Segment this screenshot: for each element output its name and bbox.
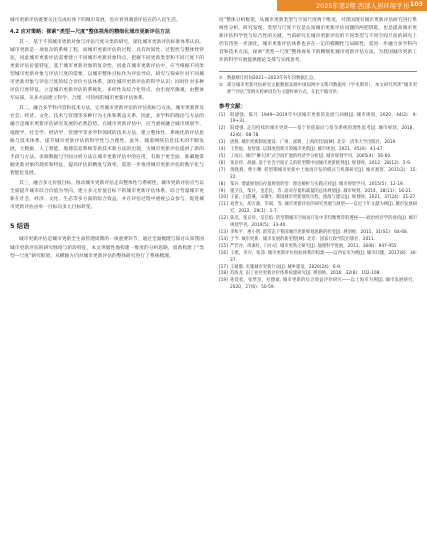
footnote-text: 数据统计时间2021—2023年各年份数据汇总。 bbox=[227, 75, 318, 81]
reference-number: [11] bbox=[219, 202, 228, 208]
paragraph: 其二，融合多学科内容和技术方法，完善城市更新评估的评估指标与方法。城市更新涉及社会、经济、文化、技术与管理等多种行为主体和利益关系，因此，多学科的理论与方法的融合是城市更新评估研究发展的必然趋势。在城市更新评估中，应当重视融合城市规划学、地理学、社会学、经济学、管理学等多学科领域的技术方法，建立整体性、系统化的评估思路与技术体系，提升城市更新评估的科学性与合理性。此外，随着网络信息技术的不断发展，大数据、人工智能、地理信息系统等新技术新方法的出现，为城市更新评估提供了新的手段与方法。多源数据与空间分析方法在城市更新评估中的应用，有助于更全面、准确地掌握更新对象的现状和特征，提高评估的精度与效率，需进一步推进城市更新评估的数字化与智能化发展。 bbox=[10, 106, 204, 176]
reference-text: 刘贵文，胡万骏，毕斌，等. 城市更新评估的研究进展与展望——以近十年文献为例[J]. 城市发展研究，2022，29(1)：1-7. bbox=[230, 202, 417, 215]
reference-text: 黄晓燕，曹小曙. 转型期城市更新中土地再开发的模式与机制研究[J]. 城市观察，2011(2)：15-22. bbox=[230, 167, 417, 180]
reference-item bbox=[219, 154, 417, 161]
reference-item bbox=[219, 126, 417, 140]
reference-number: [1] bbox=[219, 112, 226, 118]
reference-text: 严若谷，周素红，闫小培. 城市更新之研究[J]. 地理科学进展，2011，30(8)：947-955. bbox=[230, 243, 398, 249]
reference-number: [2] bbox=[219, 126, 226, 132]
reference-text: 陈浩，张京祥，吴启焰. 转型期城市空间再开发中非均衡博弈的透视——政治经济学的视角[J]. 城市规划学刊，2010(5)：33-40. bbox=[230, 216, 417, 229]
reference-list bbox=[219, 113, 417, 293]
reference-number: [14] bbox=[219, 236, 228, 242]
reference-number: [16] bbox=[219, 250, 228, 256]
reference-text: 丁成日. 城市“摊大饼”式空间扩展的经济学分析[J]. 城市规划学刊，2005(4)：56-60. bbox=[230, 154, 392, 159]
reference-item bbox=[219, 237, 417, 244]
page-number: 103 bbox=[409, 1, 423, 8]
reference-number: [15] bbox=[219, 243, 228, 249]
reference-number: [4] bbox=[219, 147, 226, 153]
reference-text: 阳建强. 走向持续的城市更新——基于价值取向与复杂系统的理性思考[J]. 城市规划，2018，42(6)：68-78. bbox=[230, 126, 417, 139]
reference-number: [5] bbox=[219, 154, 226, 159]
paragraph: 城市更新评估是城市更新全生命管理周期的一项重要环节，通过全面梳理与探讨认知我国城市更新评估的研究脉络与阶段特征，本文突破性地构建一维度的分析思路，创新构建了“类型—尺度”研究框架，从横轴方向对城市更新评估的整体研究进行了系统梳理。 bbox=[10, 237, 204, 259]
footnote-mark: ① bbox=[219, 75, 223, 81]
reference-text: 唐燕. 城市更新制度建设：广州、深圳、上海的比较[M]. 北京：清华大学出版社，2019. bbox=[230, 140, 397, 146]
reference-number: [6] bbox=[219, 160, 226, 166]
reference-item bbox=[219, 251, 417, 265]
section-heading-5: 5 结语 bbox=[10, 222, 30, 231]
reference-text: 阳建强，陈月. 1949—2019年中国城市更新的发展与回顾[J]. 城市规划，2020，44(2)：9-19+31. bbox=[230, 112, 417, 125]
reference-item bbox=[219, 161, 417, 168]
reference-number: [7] bbox=[219, 167, 226, 173]
reference-item bbox=[219, 168, 417, 182]
left-column bbox=[10, 17, 204, 263]
reference-number: [8] bbox=[219, 181, 226, 187]
footnote bbox=[219, 75, 417, 82]
journal-title: 2025年第2期 西部人居环境学刊 bbox=[316, 3, 409, 10]
reference-text: 张京祥，胡毅. 基于社会空间正义的转型期中国城市更新批判[J]. 规划师，2012，28(12)：5-9. bbox=[230, 160, 412, 166]
reference-number: [17] bbox=[219, 264, 228, 270]
reference-item bbox=[219, 147, 417, 154]
reference-item bbox=[219, 202, 417, 216]
reference-number: [13] bbox=[219, 229, 228, 235]
reference-number: [3] bbox=[219, 140, 226, 146]
reference-number: [12] bbox=[219, 216, 228, 222]
running-header bbox=[0, 0, 427, 14]
footnotes bbox=[219, 71, 417, 96]
reference-number: [10] bbox=[219, 195, 228, 201]
reference-text: 王世福，易智康. 以制度创新引领城市更新[J]. 城市规划，2021，45(4)：41-47. bbox=[230, 147, 384, 153]
reference-text: 孙延松，张梦洁，杜德斌. 城市更新的综合效益评价研究——以上海市为例[J]. 城市发展研究，2020，27(6)：50-59. bbox=[230, 278, 417, 291]
reference-item bbox=[219, 182, 417, 189]
footnote-text: 部分城市更新评估研究文献数据来源中国知网中文期刊数据库（学术期刊），本文研究所涉“城市更新”“评估”等相关检索词均为主题检索方式，在此不做穷举。 bbox=[227, 82, 417, 95]
reference-item bbox=[219, 113, 417, 127]
reference-item bbox=[219, 278, 417, 292]
reference-item bbox=[219, 244, 417, 251]
paragraph: 度”整体分析框架，从城市更新类型与空间尺度两个维度，对我国现有城市更新评估研究进行系统性分析，研究发现，类型与尺度不仅是认知城市更新评估问题的两把钥匙，也是提高城市更新评估科学性与综合性的关键。当前研究在城市更新评估的不同类型与不同空间尺度的研究上仍有待进一步深化，城市更新评估体系也存在一定的模糊性与局限性，需进一步融合多学科内容和技术方法，探索“类型—尺度”整体视角下的精细化城市更新评估方法，为我国城市更新工作的科学开展提供理论支撑与实践参考。 bbox=[219, 18, 417, 64]
reference-text: 王珺，李卉，张沛. 城市更新评价指标体系的构建——以西安市为例[J]. 城市问题，2017(8)：30-37. bbox=[230, 250, 417, 263]
paragraph: 其一，基于不同城市更新对象与评估尺度分类的研究，深化城市更新评估标准体系认识。城市更新是一项复杂的系统工程，而城市更新评估的过程，具有时间性、过程性与整体性特征，因此城市更新评估需要建立不同城市更新对象特点，把握不同更新类型和不同尺度下的更新评估价值特征。基于城市更新对象的复杂性，因此在城市更新评估中，应当根据不同类型城市更新对象与评估尺度的需要，以城市整体目标作为评估导向，研究与探索针对不同城市更新对象与评估尺度的综合评价方法体系，深化城市更新评估的科学认识；同时针对多种评估尺度特征，立足城市更新评估的系统化、多样性及综合化特点，由宏观至微观、由整体至局部，从多方面建立科学、合理、可持续的城市更新评估体系。 bbox=[10, 39, 204, 102]
right-column bbox=[219, 17, 417, 292]
section-heading-4-2: 4.2 应对策略：探索“类型—尺度”整体视角的精细化城市更新评估方法 bbox=[10, 29, 171, 36]
reference-number: [9] bbox=[219, 188, 226, 194]
references-heading: 参考文献： bbox=[219, 103, 246, 110]
paragraph: 城市更新评估既要关注完成好体下的城市发展，也应看到满意评估在的人民生活。 bbox=[10, 18, 181, 23]
footnote bbox=[219, 82, 417, 96]
reference-number: [18] bbox=[219, 271, 228, 277]
reference-item bbox=[219, 230, 417, 237]
reference-text: 苏海龙. 旧工业区更新评价体系构建研究[J]. 规划师，2016，32(8)：102-108. bbox=[230, 271, 381, 277]
reference-text: 于今. 城市更新：城市发展的新里程[M]. 北京：国家行政学院出版社，2011. bbox=[230, 236, 376, 242]
reference-number: [19] bbox=[219, 278, 228, 284]
reference-text: 李和平，惠小明. 新常态下我国城市更新规划思路的转变[J]. 规划师，2015，31(S1)：64-68. bbox=[230, 229, 409, 235]
reference-item bbox=[219, 216, 417, 230]
reference-text: 王蒙徽. 实施城市更新行动[J]. 城乡建设，2020(24)：6-9. bbox=[230, 264, 342, 270]
reference-text: 施卫良，邹兵，金忠民，等. 面对存量和减量的总体规划[J]. 城市规划，2014，38(11)：16-21. bbox=[230, 188, 413, 194]
paragraph: 其三，融合多元价值目标，推动城市更新评估走向整体性与系统性。城市更新评估应当以全面提升城市综合价值为导向，建立多元价值目标下的城市更新评估体系，综合考量城市更新在社会、经济、文化、生态等多方面的综合效益，并在评估过程中重视公众参与，促进城市更新评估由单一目标向多元目标转变。 bbox=[10, 181, 204, 211]
reference-text: 王嘉，白韵溪，宋聚生. 我国城市更新演进历程、挑战与建议[J]. 规划师，2021，37(24)：21-27. bbox=[230, 195, 417, 201]
reference-text: 邹兵. 增量规划向存量规划转型：理论解析与实践应对[J]. 城市规划学刊，2015(5)：12-19. bbox=[230, 181, 405, 187]
footnote-mark: ② bbox=[219, 82, 223, 88]
